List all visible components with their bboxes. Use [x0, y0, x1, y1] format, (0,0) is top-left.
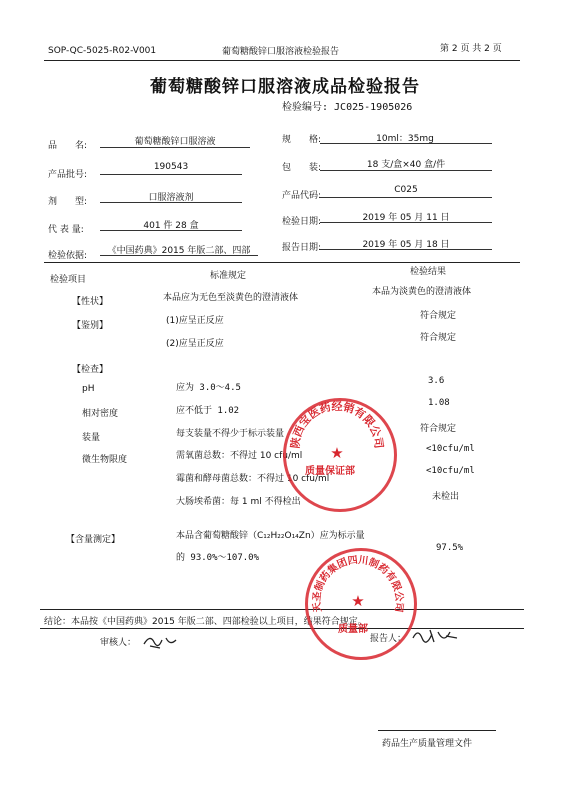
code-underline: [320, 197, 492, 198]
code-value: C025: [394, 185, 418, 195]
header-title: 葡萄糖酸锌口服溶液检验报告: [222, 47, 340, 57]
testdate-value: 2019 年 05 月 11 日: [362, 213, 450, 223]
assay-item: 【含量测定】: [66, 535, 121, 545]
basis-label: 检验依据:: [48, 251, 88, 261]
header-result: 检验结果: [410, 267, 447, 277]
reporter-signature: [410, 624, 460, 648]
header-standard: 标准规定: [210, 271, 247, 281]
testdate-label: 检验日期:: [282, 217, 322, 227]
character-result: 本品为淡黄色的澄清液体: [372, 287, 472, 297]
identify-item: 【鉴别】: [72, 321, 109, 331]
header-divider: [44, 60, 520, 61]
density-standard: 应不低于 1.02: [176, 406, 240, 416]
stamp2-sub-text: 质量部: [338, 624, 368, 635]
reviewer-signature: [140, 630, 180, 652]
reportdate-underline: [320, 249, 492, 250]
micro-result-2: <10cfu/ml: [426, 466, 475, 476]
micro-standard-3: 大肠埃希菌：每 1 ml 不得检出: [176, 497, 301, 507]
stamp2-ring-text: 天圣制药集团四川制药有限公司: [311, 555, 405, 613]
svg-text:★: ★: [330, 444, 344, 462]
fill-item: 装量: [82, 433, 101, 443]
spec-label: 规 格:: [282, 135, 322, 145]
identify-result-2: 符合规定: [420, 333, 457, 343]
footer-text: 药品生产质量管理文件: [382, 739, 473, 749]
pack-value: 18 支/盒×40 盒/件: [366, 160, 446, 170]
name-underline: [100, 147, 250, 148]
ph-result: 3.6: [428, 376, 445, 386]
density-item: 相对密度: [82, 409, 119, 419]
qty-value: 401 件 28 盒: [143, 221, 199, 231]
header-item: 检验项目: [50, 275, 87, 285]
batch-value: 190543: [153, 162, 189, 172]
ph-standard: 应为 3.0～4.5: [176, 383, 241, 393]
form-value: 口服溶液剂: [148, 193, 194, 203]
reporter-label: 报告人：: [370, 634, 407, 644]
assay-standard-1: 本品含葡萄糖酸锌（C₁₂H₂₂O₁₄Zn）应为标示量: [176, 531, 365, 541]
density-result: 1.08: [428, 398, 450, 408]
basis-value: 《中国药典》2015 年版二部、四部: [107, 246, 251, 256]
testdate-underline: [320, 222, 492, 223]
ph-item: pH: [82, 384, 95, 394]
fill-standard: 每支装量不得少于标示装量: [176, 429, 285, 439]
micro-result-1: <10cfu/ml: [426, 444, 475, 454]
fill-result: 符合规定: [420, 424, 457, 434]
basis-underline: [100, 255, 258, 256]
micro-standard-2: 霉菌和酵母菌总数：不得过 10 cfu/ml: [176, 474, 330, 484]
form-label: 剂 型:: [48, 197, 88, 207]
micro-standard-1: 需氧菌总数：不得过 10 cfu/ml: [176, 451, 303, 461]
character-item: 【性状】: [72, 297, 109, 307]
qty-underline: [100, 230, 242, 231]
identify-result-1: 符合规定: [420, 311, 457, 321]
check-heading: 【检查】: [72, 365, 109, 375]
conclusion-top-divider: [40, 609, 524, 610]
batch-underline: [100, 174, 242, 175]
reportdate-label: 报告日期:: [282, 243, 322, 253]
page-number: 第 2 页 共 2 页: [440, 44, 502, 54]
assay-result: 97.5%: [436, 543, 464, 553]
micro-result-3: 未检出: [432, 492, 460, 502]
reportdate-value: 2019 年 05 月 18 日: [362, 240, 450, 250]
code-label: 产品代码:: [282, 191, 322, 201]
name-label: 品 名:: [48, 141, 88, 151]
footer-divider: [378, 730, 496, 731]
stamp1-sub-text: 质量保证部: [305, 466, 355, 477]
pack-label: 包 装:: [282, 163, 322, 173]
pack-underline: [320, 170, 492, 171]
spec-value: 10ml：35mg: [376, 134, 434, 144]
form-underline: [100, 202, 242, 203]
batch-label: 产品批号:: [48, 170, 88, 180]
qty-label: 代 表 量:: [48, 225, 84, 235]
micro-item: 微生物限度: [82, 455, 128, 465]
character-standard: 本品应为无色至淡黄色的澄清液体: [163, 293, 299, 303]
svg-text:陕西宝医药经销有限公司: [288, 399, 387, 449]
page-title: 葡萄糖酸锌口服溶液成品检验报告: [150, 77, 420, 97]
stamp1-ring-text: 陕西宝医药经销有限公司: [288, 399, 386, 450]
report-number: 检验编号: JC025-1905026: [282, 102, 413, 113]
info-divider: [44, 262, 520, 263]
identify-standard-1: (1)应呈正反应: [166, 316, 224, 326]
doc-code: SOP-QC-5025-R02-V001: [48, 46, 157, 56]
spec-underline: [320, 143, 492, 144]
identify-standard-2: (2)应呈正反应: [166, 339, 224, 349]
svg-text:★: ★: [351, 592, 365, 610]
name-value: 葡萄糖酸锌口服溶液: [134, 137, 216, 147]
conclusion: 结论：本品按《中国药典》2015 年版二部、四部检验以上项目，结果符合规定。: [44, 617, 367, 627]
assay-standard-2: 的 93.0%～107.0%: [176, 553, 260, 563]
reviewer-label: 审核人：: [100, 638, 137, 648]
